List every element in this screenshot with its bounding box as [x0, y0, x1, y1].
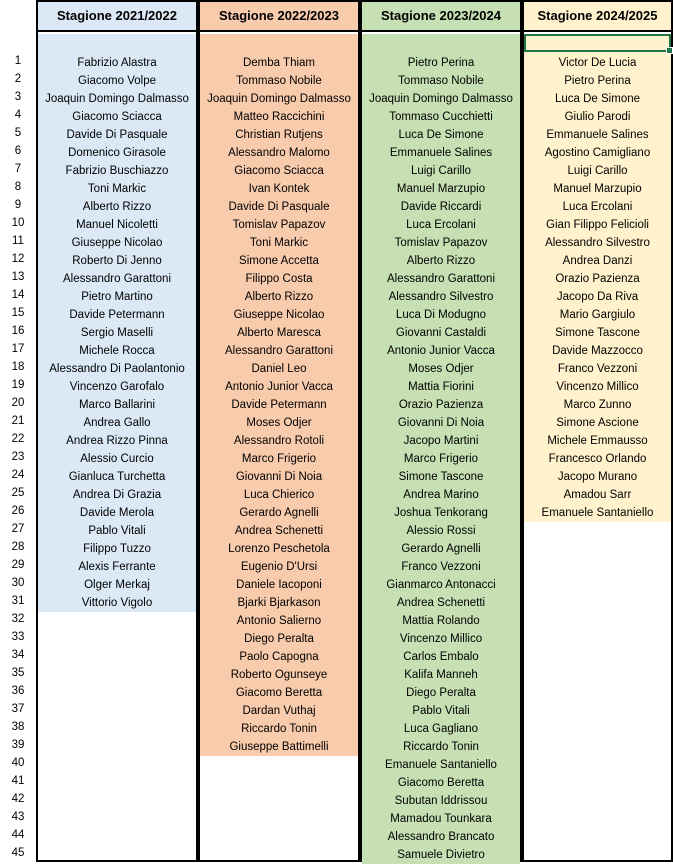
player-cell[interactable]: Alessandro Garattoni: [224, 345, 334, 357]
player-cell[interactable]: Manuel Marzupio: [396, 183, 486, 195]
selected-cell[interactable]: [524, 34, 671, 52]
row-number[interactable]: 22: [11, 433, 25, 445]
row-number[interactable]: 21: [11, 415, 25, 427]
player-cell[interactable]: Diego Peralta: [244, 633, 314, 645]
player-cell[interactable]: Diego Peralta: [406, 687, 476, 699]
player-cell[interactable]: Fabrizio Buschiazzo: [65, 165, 169, 177]
player-cell[interactable]: Luca De Simone: [398, 129, 484, 141]
player-cell[interactable]: Christian Rutjens: [235, 129, 323, 141]
player-cell[interactable]: Gianluca Turchetta: [68, 471, 166, 483]
player-cell[interactable]: Andrea Rizzo Pinna: [66, 435, 168, 447]
row-number[interactable]: 43: [11, 811, 25, 823]
row-number[interactable]: 39: [11, 739, 25, 751]
player-cell[interactable]: Mattia Fiorini: [408, 381, 474, 393]
player-cell[interactable]: Davide Merola: [79, 507, 155, 519]
player-cell[interactable]: Luca Ercolani: [562, 201, 633, 213]
season-players: [524, 34, 671, 522]
row-number[interactable]: 38: [11, 721, 25, 733]
row-number-column: [0, 0, 36, 868]
player-cell[interactable]: Vincenzo Garofalo: [69, 381, 165, 393]
row-number[interactable]: 28: [11, 541, 25, 553]
player-cell[interactable]: Antonio Junior Vacca: [225, 381, 333, 393]
player-cell[interactable]: Pablo Vitali: [88, 525, 146, 537]
player-cell[interactable]: Alberto Rizzo: [406, 255, 476, 267]
player-cell[interactable]: Marco Zunno: [563, 399, 632, 411]
row-number[interactable]: 11: [12, 235, 24, 247]
season-column-2021-2022: [36, 0, 198, 862]
player-cell[interactable]: Giuseppe Nicolao: [71, 237, 163, 249]
player-cell[interactable]: Alberto Rizzo: [244, 291, 314, 303]
player-cell[interactable]: Kalifa Manneh: [404, 669, 478, 681]
row-number[interactable]: 26: [11, 505, 25, 517]
player-cell[interactable]: Giulio Parodi: [564, 111, 631, 123]
player-cell[interactable]: Ivan Kontek: [248, 183, 310, 195]
row-number[interactable]: 41: [11, 775, 25, 787]
player-cell[interactable]: Mario Gargiulo: [559, 309, 636, 321]
player-cell[interactable]: Tomislav Papazov: [394, 237, 488, 249]
player-cell[interactable]: Andrea Schenetti: [396, 597, 486, 609]
row-number[interactable]: 23: [11, 451, 25, 463]
player-cell[interactable]: Manuel Marzupio: [553, 183, 642, 195]
player-cell[interactable]: Paolo Capogna: [239, 651, 319, 663]
player-cell[interactable]: Tommaso Nobile: [398, 75, 484, 87]
player-cell[interactable]: Simone Accetta: [239, 255, 319, 267]
player-cell[interactable]: Filippo Costa: [245, 273, 313, 285]
player-cell[interactable]: Alberto Maresca: [237, 327, 321, 339]
player-cell[interactable]: Lorenzo Peschetola: [228, 543, 330, 555]
season-header[interactable]: Stagione 2024/2025: [524, 2, 671, 32]
player-cell[interactable]: Luca De Simone: [554, 93, 641, 105]
player-cell[interactable]: Pablo Vitali: [412, 705, 470, 717]
player-cell[interactable]: Luca Gagliano: [403, 723, 479, 735]
player-cell[interactable]: Davide Riccardi: [400, 201, 482, 213]
player-cell[interactable]: Francesco Orlando: [548, 453, 647, 465]
player-cell[interactable]: Alessandro Di Paolantonio: [49, 363, 185, 375]
row-number[interactable]: 29: [11, 559, 25, 571]
player-cell[interactable]: Domenico Girasole: [68, 147, 166, 159]
player-cell[interactable]: Riccardo Tonin: [241, 723, 317, 735]
player-cell[interactable]: Dardan Vuthaj: [242, 705, 316, 717]
player-cell[interactable]: Marco Frigerio: [241, 453, 317, 465]
row-number[interactable]: 2: [14, 73, 22, 85]
season-header[interactable]: Stagione 2022/2023: [200, 2, 358, 32]
player-cell[interactable]: Sergio Maselli: [80, 327, 154, 339]
row-number[interactable]: 18: [11, 361, 25, 373]
row-number[interactable]: 20: [11, 397, 25, 409]
row-number[interactable]: 32: [11, 613, 25, 625]
row-number[interactable]: 25: [11, 487, 25, 499]
season-players: [200, 34, 358, 756]
row-number[interactable]: 24: [11, 469, 25, 481]
row-number[interactable]: 14: [11, 289, 25, 301]
season-players: [38, 34, 196, 612]
player-cell[interactable]: Giuseppe Battimelli: [229, 741, 329, 753]
player-cell[interactable]: Giacomo Beretta: [397, 777, 485, 789]
player-cell[interactable]: Luca Di Modugno: [395, 309, 487, 321]
player-cell[interactable]: Davide Mazzocco: [552, 345, 643, 357]
player-cell[interactable]: Agostino Camigliano: [544, 147, 651, 159]
player-cell[interactable]: Andrea Di Grazia: [72, 489, 162, 501]
player-cell[interactable]: Jacopo Murano: [557, 471, 638, 483]
player-cell[interactable]: Alessio Rossi: [406, 525, 476, 537]
player-cell[interactable]: Joaquin Domingo Dalmasso: [45, 93, 189, 105]
player-cell[interactable]: Toni Markic: [87, 183, 147, 195]
player-cell[interactable]: Alexis Ferrante: [78, 561, 156, 573]
player-cell[interactable]: Antonio Salierno: [236, 615, 322, 627]
player-cell[interactable]: Giacomo Beretta: [235, 687, 323, 699]
player-cell[interactable]: Giacomo Sciacca: [72, 111, 162, 123]
player-cell[interactable]: Daniel Leo: [251, 363, 307, 375]
player-cell[interactable]: Alessandro Rotoli: [233, 435, 325, 447]
player-cell[interactable]: Jacopo Martini: [403, 435, 479, 447]
player-cell[interactable]: Vincenzo Millico: [556, 381, 639, 393]
player-cell[interactable]: Emmanuele Salines: [546, 129, 649, 141]
player-cell[interactable]: Victor De Lucia: [558, 57, 637, 69]
player-cell[interactable]: Roberto Di Jenno: [72, 255, 162, 267]
player-cell[interactable]: Alessandro Brancato: [387, 831, 495, 843]
row-number[interactable]: 45: [11, 847, 25, 859]
player-cell[interactable]: Bjarki Bjarkason: [237, 597, 321, 609]
row-number[interactable]: 3: [14, 91, 22, 103]
season-header[interactable]: Stagione 2021/2022: [38, 2, 196, 32]
player-cell[interactable]: Carlos Embalo: [403, 651, 479, 663]
row-number[interactable]: 40: [11, 757, 25, 769]
player-cell[interactable]: Emanuele Santaniello: [385, 759, 497, 771]
player-cell[interactable]: Vincenzo Millico: [399, 633, 483, 645]
player-cell[interactable]: Alessandro Garattoni: [62, 273, 172, 285]
player-cell[interactable]: Pietro Perina: [407, 57, 475, 69]
player-cell[interactable]: Joshua Tenkorang: [394, 507, 488, 519]
player-cell[interactable]: Franco Vezzoni: [401, 561, 481, 573]
season-players: [362, 34, 520, 864]
player-cell[interactable]: Gerardo Agnelli: [239, 507, 319, 519]
player-cell[interactable]: Andrea Gallo: [83, 417, 151, 429]
player-cell[interactable]: Davide Petermann: [69, 309, 165, 321]
player-cell[interactable]: Orazio Pazienza: [555, 273, 640, 285]
player-cell[interactable]: Gian Filippo Felicioli: [546, 219, 649, 231]
player-cell[interactable]: Antonio Junior Vacca: [387, 345, 495, 357]
player-cell[interactable]: Alessandro Silvestro: [388, 291, 494, 303]
row-number[interactable]: 12: [11, 253, 25, 265]
fill-handle[interactable]: [666, 47, 673, 54]
row-number[interactable]: 42: [11, 793, 25, 805]
player-cell[interactable]: Michele Emmausso: [547, 435, 648, 447]
player-cell[interactable]: Vittorio Vigolo: [81, 597, 153, 609]
player-cell[interactable]: Mamadou Tounkara: [390, 813, 492, 825]
player-cell[interactable]: Moses Odjer: [246, 417, 312, 429]
player-cell[interactable]: Marco Frigerio: [403, 453, 479, 465]
player-cell[interactable]: Alberto Rizzo: [82, 201, 152, 213]
player-cell[interactable]: Eugenio D'Ursi: [240, 561, 318, 573]
season-column-2023-2024: [360, 0, 522, 862]
player-cell[interactable]: Simone Ascione: [556, 417, 639, 429]
player-cell[interactable]: Tomislav Papazov: [232, 219, 326, 231]
season-column-2022-2023: [198, 0, 360, 862]
player-cell[interactable]: Alessandro Silvestro: [545, 237, 650, 249]
row-number[interactable]: 4: [14, 109, 22, 121]
row-number[interactable]: 8: [14, 181, 22, 193]
player-cell[interactable]: Franco Vezzoni: [557, 363, 638, 375]
player-cell[interactable]: Daniele Iacoponi: [236, 579, 322, 591]
row-number[interactable]: 44: [11, 829, 25, 841]
player-cell[interactable]: Jacopo Da Riva: [556, 291, 639, 303]
player-cell[interactable]: Pietro Martino: [81, 291, 153, 303]
player-cell[interactable]: Tommaso Nobile: [236, 75, 322, 87]
player-cell[interactable]: Andrea Marino: [403, 489, 479, 501]
player-cell[interactable]: Toni Markic: [249, 237, 309, 249]
player-cell[interactable]: Giuseppe Nicolao: [233, 309, 325, 321]
player-cell[interactable]: Mattia Rolando: [402, 615, 480, 627]
player-cell[interactable]: Pietro Perina: [564, 75, 631, 87]
player-cell[interactable]: Tommaso Cucchietti: [389, 111, 493, 123]
player-cell[interactable]: Subutan Iddrissou: [394, 795, 488, 807]
player-cell[interactable]: Gianmarco Antonacci: [386, 579, 496, 591]
player-cell[interactable]: Luigi Carillo: [410, 165, 472, 177]
player-cell[interactable]: Davide Di Pasquale: [228, 201, 330, 213]
player-cell[interactable]: Davide Di Pasquale: [66, 129, 168, 141]
player-cell[interactable]: Emanuele Santaniello: [541, 507, 654, 519]
player-cell[interactable]: Joaquin Domingo Dalmasso: [369, 93, 513, 105]
row-number[interactable]: 33: [11, 631, 25, 643]
player-cell[interactable]: Joaquin Domingo Dalmasso: [207, 93, 351, 105]
player-cell[interactable]: Giacomo Volpe: [78, 75, 156, 87]
player-cell[interactable]: Amadou Sarr: [563, 489, 632, 501]
player-cell[interactable]: Luca Ercolani: [406, 219, 476, 231]
player-cell[interactable]: Marco Ballarini: [78, 399, 156, 411]
row-number[interactable]: 7: [14, 163, 22, 175]
row-number[interactable]: 17: [11, 343, 25, 355]
player-cell[interactable]: Matteo Raccichini: [233, 111, 325, 123]
player-cell[interactable]: Samuele Divietro: [397, 849, 485, 861]
player-cell[interactable]: Simone Tascone: [555, 327, 640, 339]
row-number[interactable]: 36: [11, 685, 25, 697]
player-cell[interactable]: Giovanni Di Noia: [397, 417, 485, 429]
row-number[interactable]: 31: [11, 595, 25, 607]
player-cell[interactable]: Fabrizio Alastra: [77, 57, 157, 69]
row-number[interactable]: 9: [14, 199, 22, 211]
row-number[interactable]: 10: [11, 217, 25, 229]
player-cell[interactable]: Giovanni Di Noia: [235, 471, 323, 483]
row-number[interactable]: 16: [11, 325, 25, 337]
player-cell[interactable]: Gerardo Agnelli: [401, 543, 481, 555]
player-cell[interactable]: Simone Tascone: [398, 471, 484, 483]
player-cell[interactable]: Alessandro Malomo: [228, 147, 330, 159]
player-cell[interactable]: Luigi Carillo: [567, 165, 628, 177]
player-cell[interactable]: Riccardo Tonin: [403, 741, 479, 753]
player-cell[interactable]: Moses Odjer: [408, 363, 474, 375]
row-number[interactable]: 15: [11, 307, 25, 319]
player-cell[interactable]: Olger Merkaj: [84, 579, 150, 591]
player-cell[interactable]: Manuel Nicoletti: [76, 219, 158, 231]
player-cell[interactable]: Filippo Tuzzo: [83, 543, 151, 555]
row-number[interactable]: 27: [11, 523, 25, 535]
row-number[interactable]: 6: [14, 145, 22, 157]
row-number[interactable]: 13: [11, 271, 25, 283]
row-number[interactable]: 37: [11, 703, 25, 715]
row-number[interactable]: 34: [11, 649, 25, 661]
player-cell[interactable]: Andrea Schenetti: [234, 525, 324, 537]
player-cell[interactable]: Alessio Curcio: [80, 453, 154, 465]
player-cell[interactable]: Luca Chierico: [243, 489, 315, 501]
row-number[interactable]: 30: [11, 577, 25, 589]
row-number[interactable]: 5: [14, 127, 22, 139]
player-cell[interactable]: Davide Petermann: [231, 399, 327, 411]
player-cell[interactable]: Emmanuele Salines: [389, 147, 493, 159]
player-cell[interactable]: Andrea Danzi: [562, 255, 633, 267]
season-header[interactable]: Stagione 2023/2024: [362, 2, 520, 32]
row-number[interactable]: 1: [14, 55, 22, 67]
player-cell[interactable]: Michele Rocca: [79, 345, 155, 357]
row-number[interactable]: 19: [11, 379, 25, 391]
player-cell[interactable]: Roberto Ogunseye: [230, 669, 328, 681]
player-cell[interactable]: Alessandro Garattoni: [386, 273, 496, 285]
season-column-2024-2025: [522, 0, 673, 862]
row-number[interactable]: 35: [11, 667, 25, 679]
player-cell[interactable]: Demba Thiam: [242, 57, 315, 69]
player-cell[interactable]: Giovanni Castaldi: [395, 327, 487, 339]
player-cell[interactable]: Orazio Pazienza: [398, 399, 484, 411]
player-cell[interactable]: Giacomo Sciacca: [234, 165, 324, 177]
